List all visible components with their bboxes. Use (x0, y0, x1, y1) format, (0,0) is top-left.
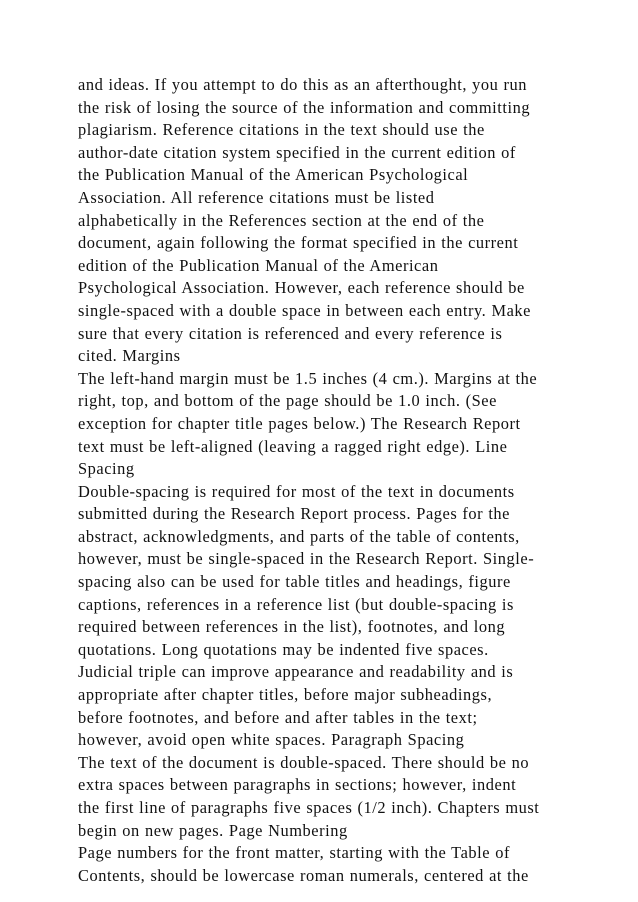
text-line: and ideas. If you attempt to do this as an afterthought, you run (78, 75, 528, 94)
text-line: alphabetically in the References section at the end of the (78, 210, 485, 230)
text-line: the Publication Manual of the American Psychological (78, 165, 469, 185)
text-line: submitted during the Research Report process. Pages for the (78, 504, 511, 524)
text-line: Page numbers for the front matter, starting with the Table of (78, 843, 510, 863)
text-line: Association. All reference citations must be listed (78, 187, 435, 207)
text-line: The text of the document is double-spaced. There should be no (78, 752, 530, 772)
text-line: edition of the Publication Manual of the American (78, 255, 439, 275)
text-line: document, again following the format specified in the current (78, 233, 519, 253)
text-line: quotations. Long quotations may be indented five spaces. (78, 639, 489, 659)
text-line: single-spaced with a double space in between each entry. Make (78, 300, 531, 320)
text-line: abstract, acknowledgments, and parts of the table of contents, (78, 526, 520, 546)
text-line: begin on new pages. Page Numbering (78, 820, 348, 840)
text-line: right, top, and bottom of the page should be 1.0 inch. (See (78, 391, 497, 411)
text-line: text must be left-aligned (leaving a ragged right edge). Line (78, 436, 508, 456)
text-line: cited. Margins (78, 346, 181, 366)
text-line: captions, references in a reference list (but double-spacing is (78, 594, 514, 614)
text-line: sure that every citation is referenced and every reference is (78, 323, 503, 343)
text-line: required between references in the list), footnotes, and long (78, 617, 506, 637)
text-line: Contents, should be lowercase roman numerals, centered at the (78, 865, 529, 885)
text-line: however, avoid open white spaces. Paragraph Spacing (78, 730, 465, 750)
text-line: the risk of losing the source of the information and committing (78, 97, 531, 117)
text-line: Psychological Association. However, each reference should be (78, 278, 525, 298)
text-line: plagiarism. Reference citations in the text should use the (78, 120, 485, 140)
text-line: Spacing (78, 459, 135, 479)
text-line: exception for chapter title pages below.) The Research Report (78, 413, 521, 433)
text-line: however, must be single-spaced in the Research Report. Single- (78, 549, 535, 569)
text-line: the first line of paragraphs five spaces (1/2 inch). Chapters must (78, 798, 540, 817)
text-line: before footnotes, and before and after tables in the text; (78, 707, 478, 727)
text-line: The left-hand margin must be 1.5 inches (4 cm.). Margins at the (78, 368, 538, 388)
text-line: Double-spacing is required for most of the text in documents (78, 481, 515, 501)
text-line: spacing also can be used for table titles and headings, figure (78, 572, 511, 592)
text-line: author-date citation system specified in the current edition of (78, 142, 516, 162)
text-line: Judicial triple can improve appearance and readability and is (78, 662, 514, 682)
text-line: extra spaces between paragraphs in sections; however, indent (78, 775, 517, 795)
body-text (78, 74, 578, 887)
text-line: appropriate after chapter titles, before major subheadings, (78, 685, 493, 705)
